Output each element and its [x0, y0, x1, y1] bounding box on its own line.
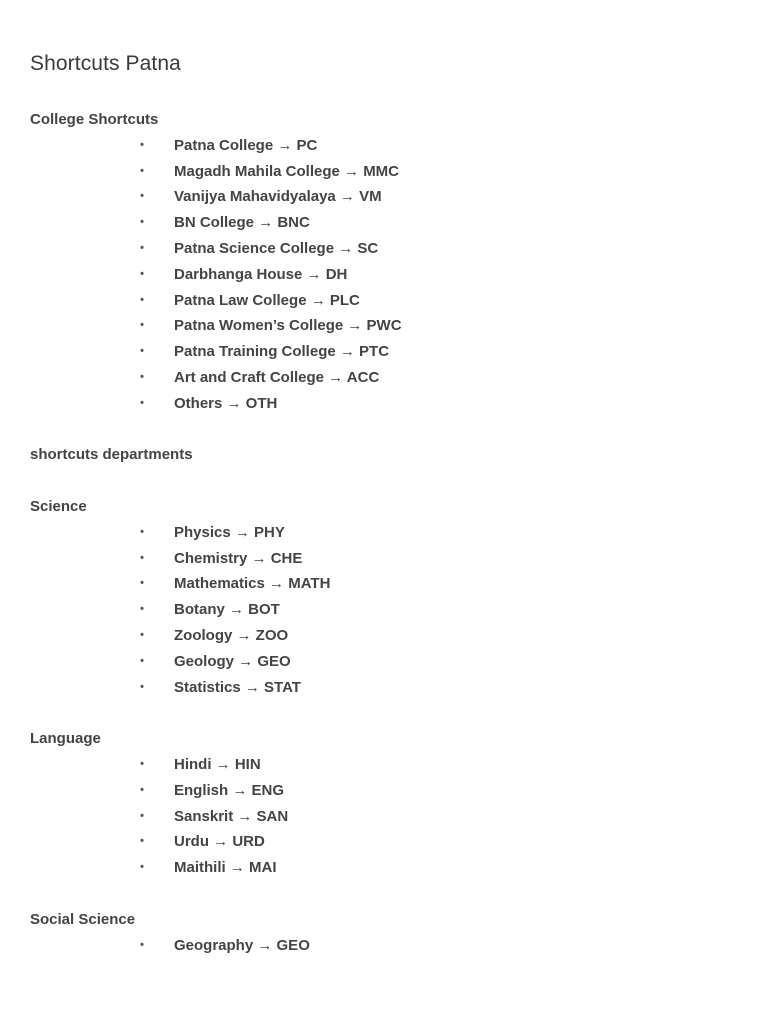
bullet-icon: • — [140, 293, 144, 306]
list-item-text: Statistics → STAT — [174, 678, 301, 696]
list-item-text: Urdu → URD — [174, 833, 265, 851]
list-item — [30, 804, 740, 830]
list-item — [30, 210, 740, 236]
list-item — [30, 236, 740, 262]
science-list — [30, 520, 740, 701]
list-item — [30, 597, 740, 623]
list-item-text: Patna Law College → PLC — [174, 291, 360, 309]
list-item — [30, 546, 740, 572]
list-item — [30, 675, 740, 701]
list-item — [30, 571, 740, 597]
language-list — [30, 752, 740, 881]
list-item-text: Art and Craft College → ACC — [174, 368, 380, 386]
document-page — [30, 50, 740, 958]
list-item — [30, 262, 740, 288]
list-item-text: English → ENG — [174, 781, 285, 799]
list-item — [30, 855, 740, 881]
bullet-icon: • — [140, 551, 144, 564]
list-item — [30, 288, 740, 314]
list-item-text: Patna Training College → PTC — [174, 343, 390, 361]
list-item-text: Maithili → MAI — [174, 859, 277, 877]
spacer — [30, 700, 740, 726]
bullet-icon: • — [140, 757, 144, 770]
list-item — [30, 752, 740, 778]
bullet-icon: • — [140, 809, 144, 822]
spacer — [30, 881, 740, 907]
spacer — [30, 77, 740, 107]
bullet-icon: • — [140, 319, 144, 332]
list-item — [30, 649, 740, 675]
list-item-text: Zoology → ZOO — [174, 626, 289, 644]
bullet-icon: • — [140, 345, 144, 358]
list-item-text: Others → OTH — [174, 394, 278, 412]
list-item-text: Geology → GEO — [174, 652, 291, 670]
bullet-icon: • — [140, 577, 144, 590]
bullet-icon: • — [140, 861, 144, 874]
list-item — [30, 184, 740, 210]
list-item — [30, 313, 740, 339]
bullet-icon: • — [140, 370, 144, 383]
bullet-icon: • — [140, 680, 144, 693]
language-heading: Language — [30, 730, 101, 748]
bullet-icon: • — [140, 525, 144, 538]
science-heading: Science — [30, 497, 87, 515]
list-item-text: Vanijya Mahavidyalaya → VM — [174, 188, 382, 206]
college-shortcuts-list — [30, 133, 740, 417]
bullet-icon: • — [140, 835, 144, 848]
bullet-icon: • — [140, 628, 144, 641]
bullet-icon: • — [140, 216, 144, 229]
bullet-icon: • — [140, 396, 144, 409]
list-item-text: Physics → PHY — [174, 523, 285, 541]
list-item-text: Magadh Mahila College → MMC — [174, 162, 400, 180]
list-item — [30, 933, 740, 959]
bullet-icon: • — [140, 241, 144, 254]
spacer — [30, 417, 740, 443]
list-item — [30, 159, 740, 185]
list-item-text: Darbhanga House → DH — [174, 265, 348, 283]
bullet-icon: • — [140, 164, 144, 177]
bullet-icon: • — [140, 603, 144, 616]
bullet-icon: • — [140, 190, 144, 203]
list-item-text: Chemistry → CHE — [174, 549, 303, 567]
bullet-icon: • — [140, 654, 144, 667]
list-item-text: Sanskrit → SAN — [174, 807, 289, 825]
social-science-heading: Social Science — [30, 910, 136, 928]
list-item-text: Patna College → PC — [174, 136, 318, 154]
bullet-icon: • — [140, 783, 144, 796]
list-item-text: Patna Science College → SC — [174, 239, 379, 257]
list-item-text: Patna Women’s College → PWC — [174, 317, 402, 335]
departments-heading: shortcuts departments — [30, 446, 193, 464]
list-item — [30, 391, 740, 417]
list-item-text: Geography → GEO — [174, 936, 310, 954]
list-item-text: Hindi → HIN — [174, 755, 261, 773]
bullet-icon: • — [140, 267, 144, 280]
list-item — [30, 520, 740, 546]
college-shortcuts-heading: College Shortcuts — [30, 111, 159, 128]
list-item — [30, 778, 740, 804]
list-item — [30, 339, 740, 365]
page-title: Shortcuts Patna — [30, 52, 181, 75]
bullet-icon: • — [140, 938, 144, 951]
list-item — [30, 133, 740, 159]
list-item — [30, 829, 740, 855]
list-item-text: Mathematics → MATH — [174, 575, 331, 593]
list-item — [30, 365, 740, 391]
social-science-list — [30, 933, 740, 959]
spacer — [30, 468, 740, 494]
list-item-text: Botany → BOT — [174, 601, 280, 619]
list-item-text: BN College → BNC — [174, 214, 310, 232]
list-item — [30, 623, 740, 649]
bullet-icon: • — [140, 138, 144, 151]
